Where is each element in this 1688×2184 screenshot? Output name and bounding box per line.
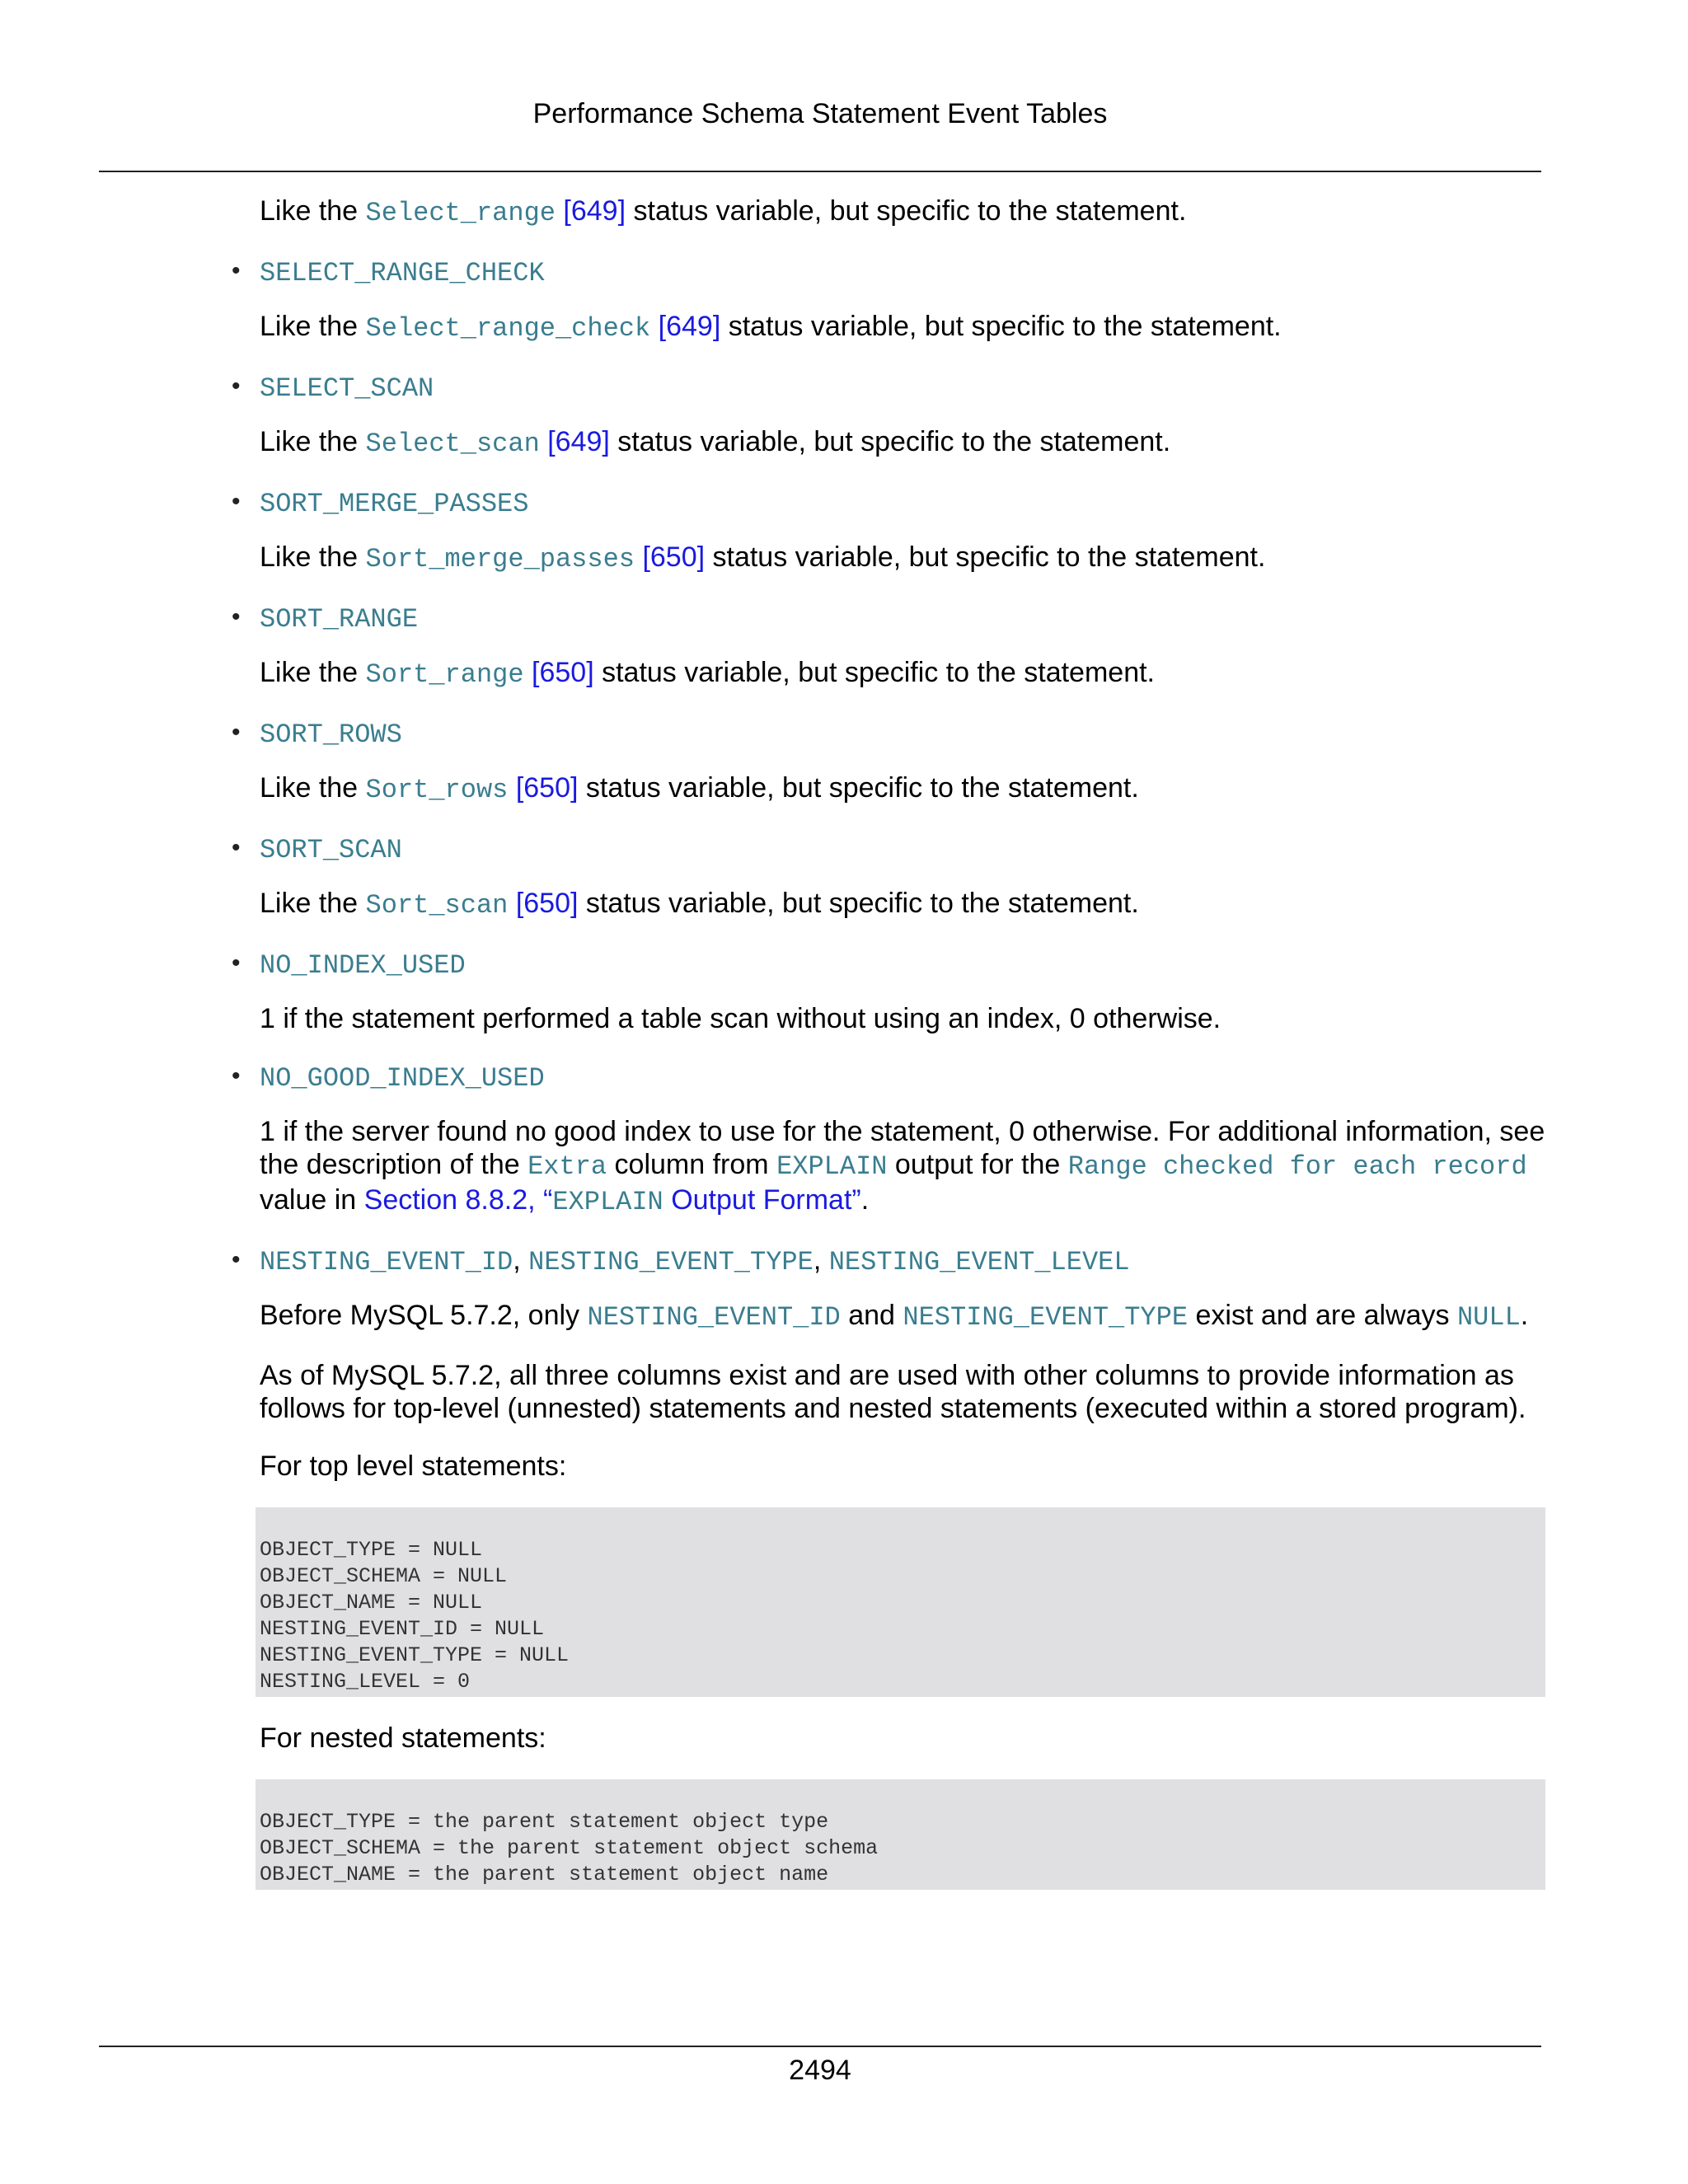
bullet-item [232,832,1545,867]
page-ref-link[interactable]: [649] [658,311,721,342]
item-description [260,541,1545,576]
item [232,832,1545,922]
item-description: 1 if the statement performed a table scan without using an index, 0 otherwise. [260,1003,1221,1034]
separator-text: , [813,1244,829,1276]
bullet-item [232,370,1545,405]
page-number: 2494 [789,2055,851,2086]
column-name: NESTING_EVENT_LEVEL [828,1247,1130,1277]
status-suffix-text: status variable, but specific to the statement. [578,888,1139,919]
status-var: Sort_rows [365,775,509,805]
page-ref-link[interactable]: [649] [563,195,626,227]
description-text: exist and are always [1188,1300,1457,1331]
description-text: 1 if the server found no good index to use for the statement, 0 otherwise. For additional information, see the description of the [260,1116,1545,1180]
status-suffix-text: status variable, but specific to the statement. [609,426,1171,457]
footer-rule [99,2046,1541,2047]
item [232,485,1545,576]
item-description [260,310,1545,345]
bullet-icon: • [232,834,241,861]
column-name: SELECT_RANGE_CHECK [260,258,545,288]
description-text: column from [607,1149,777,1180]
description-text: Before MySQL 5.7.2, only [260,1300,588,1331]
bullet-icon: • [232,603,241,630]
page-ref-link[interactable]: [650] [642,541,706,573]
status-suffix-text: status variable, but specific to the statement. [578,772,1139,804]
column-name: NESTING_EVENT_TYPE [528,1247,814,1277]
section-link-code: EXPLAIN [552,1187,663,1217]
nesting-paragraph-2: As of MySQL 5.7.2, all three columns exist and are used with other columns to provide information as follows for top-level (unnested) statements and nested statements (executed within a stored program). [260,1360,1526,1424]
description-text: . [860,1184,870,1216]
main-content [232,194,1545,1915]
column-name: NO_GOOD_INDEX_USED [260,1063,545,1094]
bullet-item [232,601,1545,636]
description-text: . [1520,1300,1529,1331]
status-suffix-text: status variable, but specific to the statement. [593,657,1155,688]
null-code: NULL [1456,1302,1521,1333]
like-the-text: Like the [260,888,366,919]
column-name: SORT_ROWS [260,719,402,750]
bullet-item [232,1060,1545,1095]
column-name: NO_INDEX_USED [260,950,466,981]
bullet-icon: • [232,949,241,977]
extra-column-code: Extra [528,1151,607,1182]
bullet-item [232,947,1545,982]
separator-text: , [513,1244,529,1276]
item [232,370,1545,461]
status-var: Select_range [365,198,556,228]
header-rule [99,171,1541,172]
status-var: Select_range_check [365,313,651,344]
column-name: SORT_SCAN [260,835,402,865]
page-ref-link[interactable]: [650] [515,772,579,804]
item [232,716,1545,807]
like-the-text: Like the [260,195,366,227]
like-the-text: Like the [260,311,366,342]
page-ref-link[interactable]: [649] [547,426,610,457]
status-var: Sort_range [365,659,524,690]
column-name: NESTING_EVENT_ID [260,1247,513,1277]
bullet-icon: • [232,488,241,515]
nesting-paragraph-1 [260,1299,1545,1334]
like-the-text: Like the [260,772,366,804]
section-link-text: Output Format” [663,1184,861,1216]
intro-paragraph [260,194,1545,230]
bullet-item [232,255,1545,290]
bullet-icon: • [232,719,241,746]
item [232,255,1545,345]
bullet-item [232,1244,1545,1279]
page-ref-link[interactable]: [650] [532,657,594,688]
nesting-event-type-code: NESTING_EVENT_TYPE [903,1302,1189,1333]
bullet-item [232,716,1545,752]
nested-label: For nested statements: [260,1722,546,1754]
item-no-good-index-used [232,1060,1545,1219]
item-nesting-columns [232,1244,1545,1890]
status-var: Sort_merge_passes [365,544,635,574]
item-description [260,887,1545,922]
top-level-code-block: OBJECT_TYPE = NULL OBJECT_SCHEMA = NULL OBJECT_NAME = NULL NESTING_EVENT_ID = NULL NESTING_EVENT_TYPE = NULL NESTING_LEVEL = 0 [256,1507,1545,1697]
item-description [260,771,1545,807]
column-name: SELECT_SCAN [260,373,434,404]
item-description [260,656,1545,691]
nesting-event-id-code: NESTING_EVENT_ID [587,1302,841,1333]
explain-code: EXPLAIN [776,1151,888,1182]
status-suffix-text: status variable, but specific to the statement. [705,541,1266,573]
description-text: output for the [887,1149,1068,1180]
page-ref-link[interactable]: [650] [515,888,579,919]
column-name: SORT_MERGE_PASSES [260,489,529,519]
status-var: Sort_scan [365,890,509,921]
bullet-icon: • [232,373,241,400]
status-var: Select_scan [365,429,540,459]
column-name: SORT_RANGE [260,604,419,635]
like-the-text: Like the [260,541,366,573]
top-level-label: For top level statements: [260,1451,567,1482]
status-suffix-text: status variable, but specific to the statement. [626,195,1187,227]
status-suffix-text: status variable, but specific to the statement. [720,311,1282,342]
item [232,601,1545,691]
section-link[interactable] [364,1184,861,1216]
item-no-index-used [232,947,1545,1035]
bullet-icon: • [232,1062,241,1090]
section-link-text: Section 8.8.2, “ [363,1184,553,1216]
item-description [260,425,1545,461]
bullet-icon: • [232,257,241,284]
nested-code-block: OBJECT_TYPE = the parent statement object type OBJECT_SCHEMA = the parent statement object schema OBJECT_NAME = the parent statement object name [256,1779,1545,1890]
bullet-icon: • [232,1246,241,1273]
range-checked-code: Range checked for each record [1067,1151,1527,1182]
bullet-item [232,485,1545,521]
like-the-text: Like the [260,426,366,457]
like-the-text: Like the [260,657,366,688]
page-header-title: Performance Schema Statement Event Tables [532,98,1108,129]
description-text: value in [260,1184,364,1216]
item-description [260,1115,1545,1219]
description-text: and [840,1300,903,1331]
